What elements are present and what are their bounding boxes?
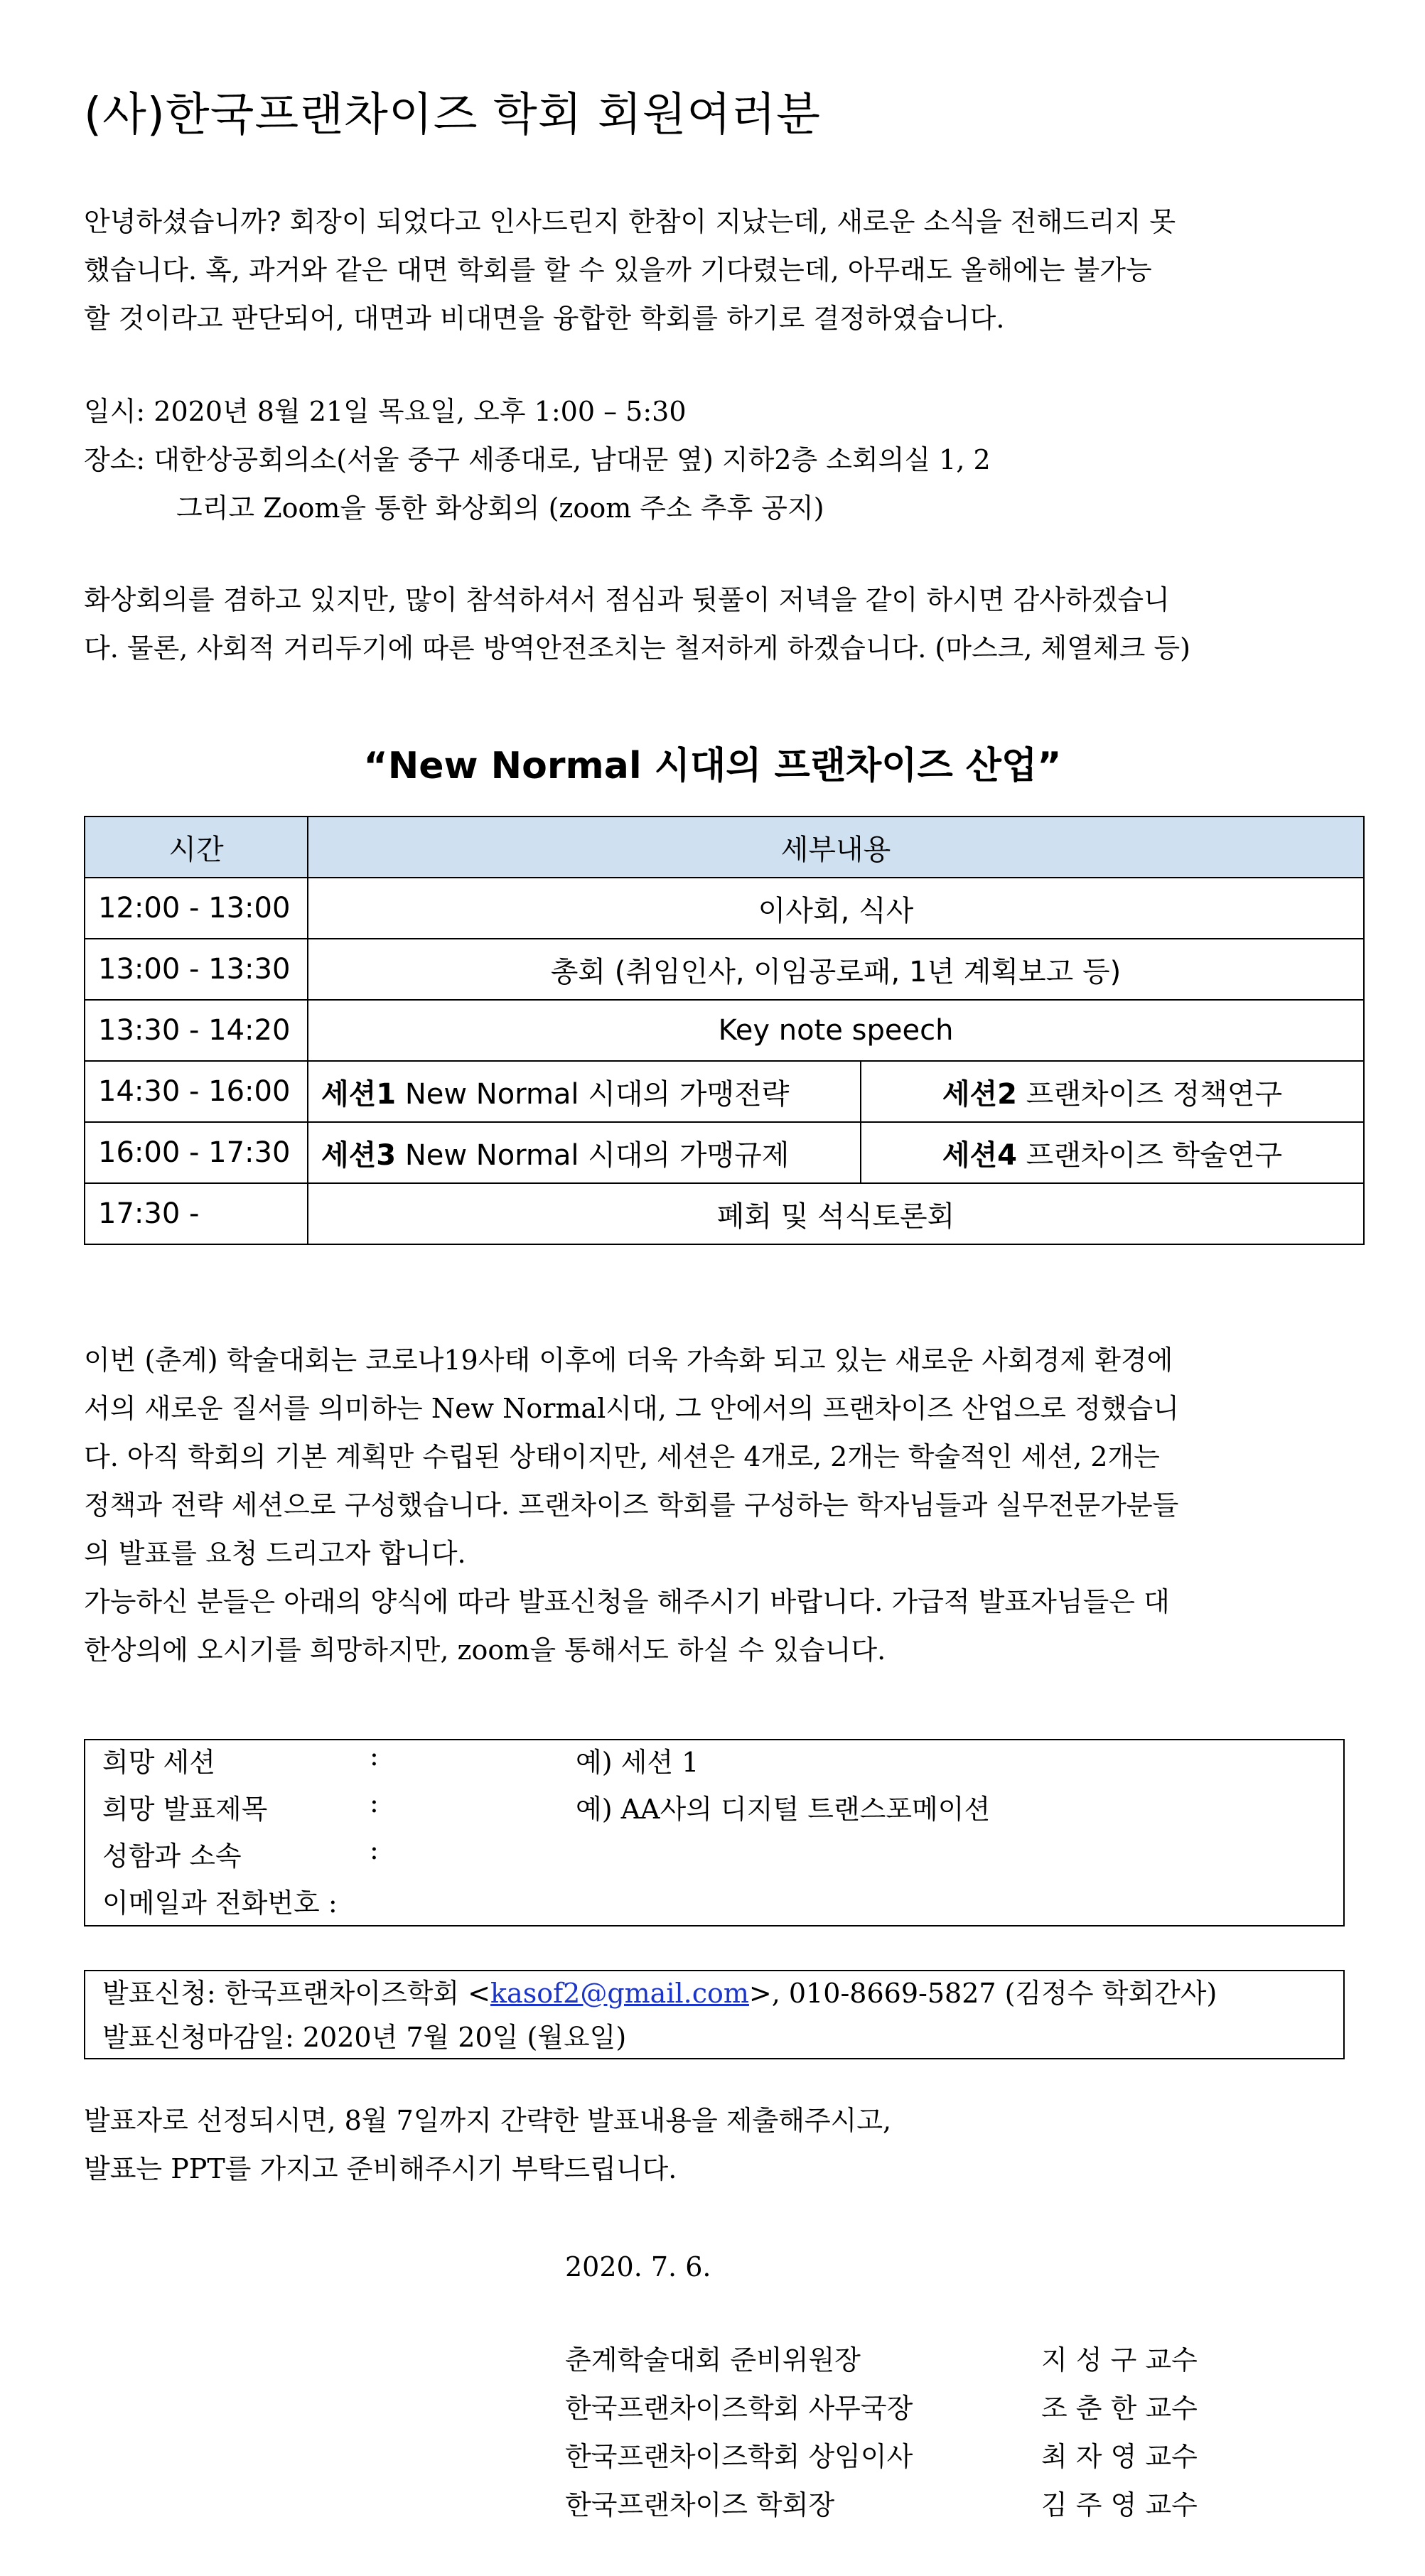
row-content: 총회 (취임인사, 이임공로패, 1년 계획보고 등)	[308, 939, 1364, 1000]
form-label-name: 성함과 소속	[102, 1841, 242, 1872]
form-colon: :	[370, 1740, 379, 1772]
schedule-table	[84, 816, 1365, 1245]
session-1-label: 세션1	[321, 1077, 397, 1111]
schedule-header-row	[85, 817, 1364, 878]
table-row	[85, 878, 1364, 939]
application-form-box	[84, 1739, 1345, 1926]
notice-line: 화상회의를 겸하고 있지만, 많이 참석하셔서 점심과 뒷풀이 저녁을 같이 하시면 감사하겠습니	[84, 584, 1170, 615]
notice-paragraph	[84, 576, 1363, 672]
session-2-title: 프랜차이즈 정책연구	[1016, 1077, 1283, 1111]
form-example-title: 예) AA사의 디지털 트랜스포메이션	[576, 1794, 991, 1825]
page-title: (사)한국프랜차이즈 학회 회원여러분	[84, 89, 821, 141]
apply-line	[102, 1971, 1217, 2010]
body-line: 정책과 전략 세션으로 구성했습니다. 프랜차이즈 학회를 구성하는 학자님들과 실무전문가분들	[84, 1489, 1179, 1521]
session-4-cell	[861, 1122, 1364, 1183]
session-1-cell	[308, 1061, 861, 1122]
body-line: 가능하신 분들은 아래의 양식에 따라 발표신청을 해주시기 바랍니다. 가급적 발표자님들은 대	[84, 1586, 1170, 1617]
signature-name: 조 춘 한 교수	[1041, 2393, 1198, 2424]
session-3-title: New Normal 시대의 가맹규제	[396, 1138, 790, 1172]
row-time: 12:00 - 13:00	[85, 878, 308, 939]
apply-suffix: >, 010-8669-5827 (김정수 학회간사)	[748, 1978, 1217, 2009]
form-label-title: 희망 발표제목	[102, 1794, 268, 1825]
signature-role: 한국프랜차이즈학회 상임이사	[565, 2441, 913, 2472]
row-content: Key note speech	[308, 1000, 1364, 1061]
email-link[interactable]: kasof2@gmail.com	[490, 1978, 749, 2009]
session-3-cell	[308, 1122, 861, 1183]
signature-name: 최 자 영 교수	[1041, 2441, 1198, 2472]
signature-name: 김 주 영 교수	[1041, 2489, 1198, 2521]
body-paragraph	[84, 1336, 1363, 1674]
table-row	[85, 1061, 1364, 1122]
event-date: 일시: 2020년 8월 21일 목요일, 오후 1:00 – 5:30	[84, 396, 687, 427]
body-line: 서의 새로운 질서를 의미하는 New Normal시대, 그 안에서의 프랜차이즈 산업으로 정했습니	[84, 1393, 1179, 1424]
header-time: 시간	[85, 817, 308, 878]
form-colon: :	[370, 1787, 379, 1818]
row-content: 폐회 및 석식토론회	[308, 1183, 1364, 1244]
table-row	[85, 1183, 1364, 1244]
body-line: 다. 아직 학회의 기본 계획만 수립된 상태이지만, 세션은 4개로, 2개는 학술적인 세션, 2개는	[84, 1441, 1160, 1472]
notice-line: 다. 물론, 사회적 거리두기에 따른 방역안전조치는 철저하게 하겠습니다. (마스크, 체열체크 등)	[84, 632, 1190, 664]
signature-role: 춘계학술대회 준비위원장	[565, 2344, 861, 2376]
row-time: 17:30 -	[85, 1183, 308, 1244]
row-content: 이사회, 식사	[308, 878, 1364, 939]
body-line: 의 발표를 요청 드리고자 합니다.	[84, 1538, 466, 1569]
table-row	[85, 1000, 1364, 1061]
table-row	[85, 939, 1364, 1000]
body-line: 한상의에 오시기를 희망하지만, zoom을 통해서도 하실 수 있습니다.	[84, 1634, 886, 1666]
apply-deadline: 발표신청마감일: 2020년 7월 20일 (월요일)	[102, 2022, 627, 2053]
session-4-label: 세션4	[942, 1138, 1017, 1172]
session-3-label: 세션3	[321, 1138, 397, 1172]
signature-name: 지 성 구 교수	[1041, 2344, 1198, 2376]
signature-role: 한국프랜차이즈 학회장	[565, 2489, 835, 2521]
intro-paragraph	[84, 198, 1363, 343]
row-time: 16:00 - 17:30	[85, 1122, 308, 1183]
session-2-label: 세션2	[942, 1077, 1017, 1111]
session-1-title: New Normal 시대의 가맹전략	[396, 1077, 790, 1111]
row-time: 14:30 - 16:00	[85, 1061, 308, 1122]
intro-line: 안녕하셨습니까? 회장이 되었다고 인사드린지 한참이 지났는데, 새로운 소식을 전해드리지 못	[84, 206, 1176, 237]
signature-role: 한국프랜차이즈학회 사무국장	[565, 2393, 913, 2424]
program-title: “New Normal 시대의 프랜차이즈 산업”	[363, 745, 1062, 787]
form-label-session: 희망 세션	[102, 1747, 215, 1778]
table-row	[85, 1122, 1364, 1183]
row-time: 13:30 - 14:20	[85, 1000, 308, 1061]
apply-info-box	[84, 1970, 1345, 2059]
form-colon: :	[370, 1834, 379, 1865]
session-2-cell	[861, 1061, 1364, 1122]
form-example-session: 예) 세션 1	[576, 1747, 699, 1778]
intro-line: 했습니다. 혹, 과거와 같은 대면 학회를 할 수 있을까 기다렸는데, 아무래도 올해에는 불가능	[84, 254, 1152, 286]
event-online: 그리고 Zoom을 통한 화상회의 (zoom 주소 추후 공지)	[176, 492, 824, 524]
row-time: 13:00 - 13:30	[85, 939, 308, 1000]
apply-prefix: 발표신청: 한국프랜차이즈학회 <	[102, 1978, 491, 2009]
event-place: 장소: 대한상공회의소(서울 중구 세종대로, 남대문 옆) 지하2층 소회의실 1, 2	[84, 444, 991, 475]
intro-line: 할 것이라고 판단되어, 대면과 비대면을 융합한 학회를 하기로 결정하였습니다.	[84, 303, 1005, 334]
body-line: 이번 (춘계) 학술대회는 코로나19사태 이후에 더욱 가속화 되고 있는 새로운 사회경제 환경에	[84, 1344, 1173, 1376]
form-label-contact: 이메일과 전화번호 :	[102, 1887, 338, 1919]
closing-line: 발표는 PPT를 가지고 준비해주시기 부탁드립니다.	[84, 2153, 677, 2184]
header-content: 세부내용	[308, 817, 1364, 878]
signed-date: 2020. 7. 6.	[565, 2251, 711, 2283]
closing-line: 발표자로 선정되시면, 8월 7일까지 간략한 발표내용을 제출해주시고,	[84, 2105, 892, 2136]
session-4-title: 프랜차이즈 학술연구	[1016, 1138, 1283, 1172]
